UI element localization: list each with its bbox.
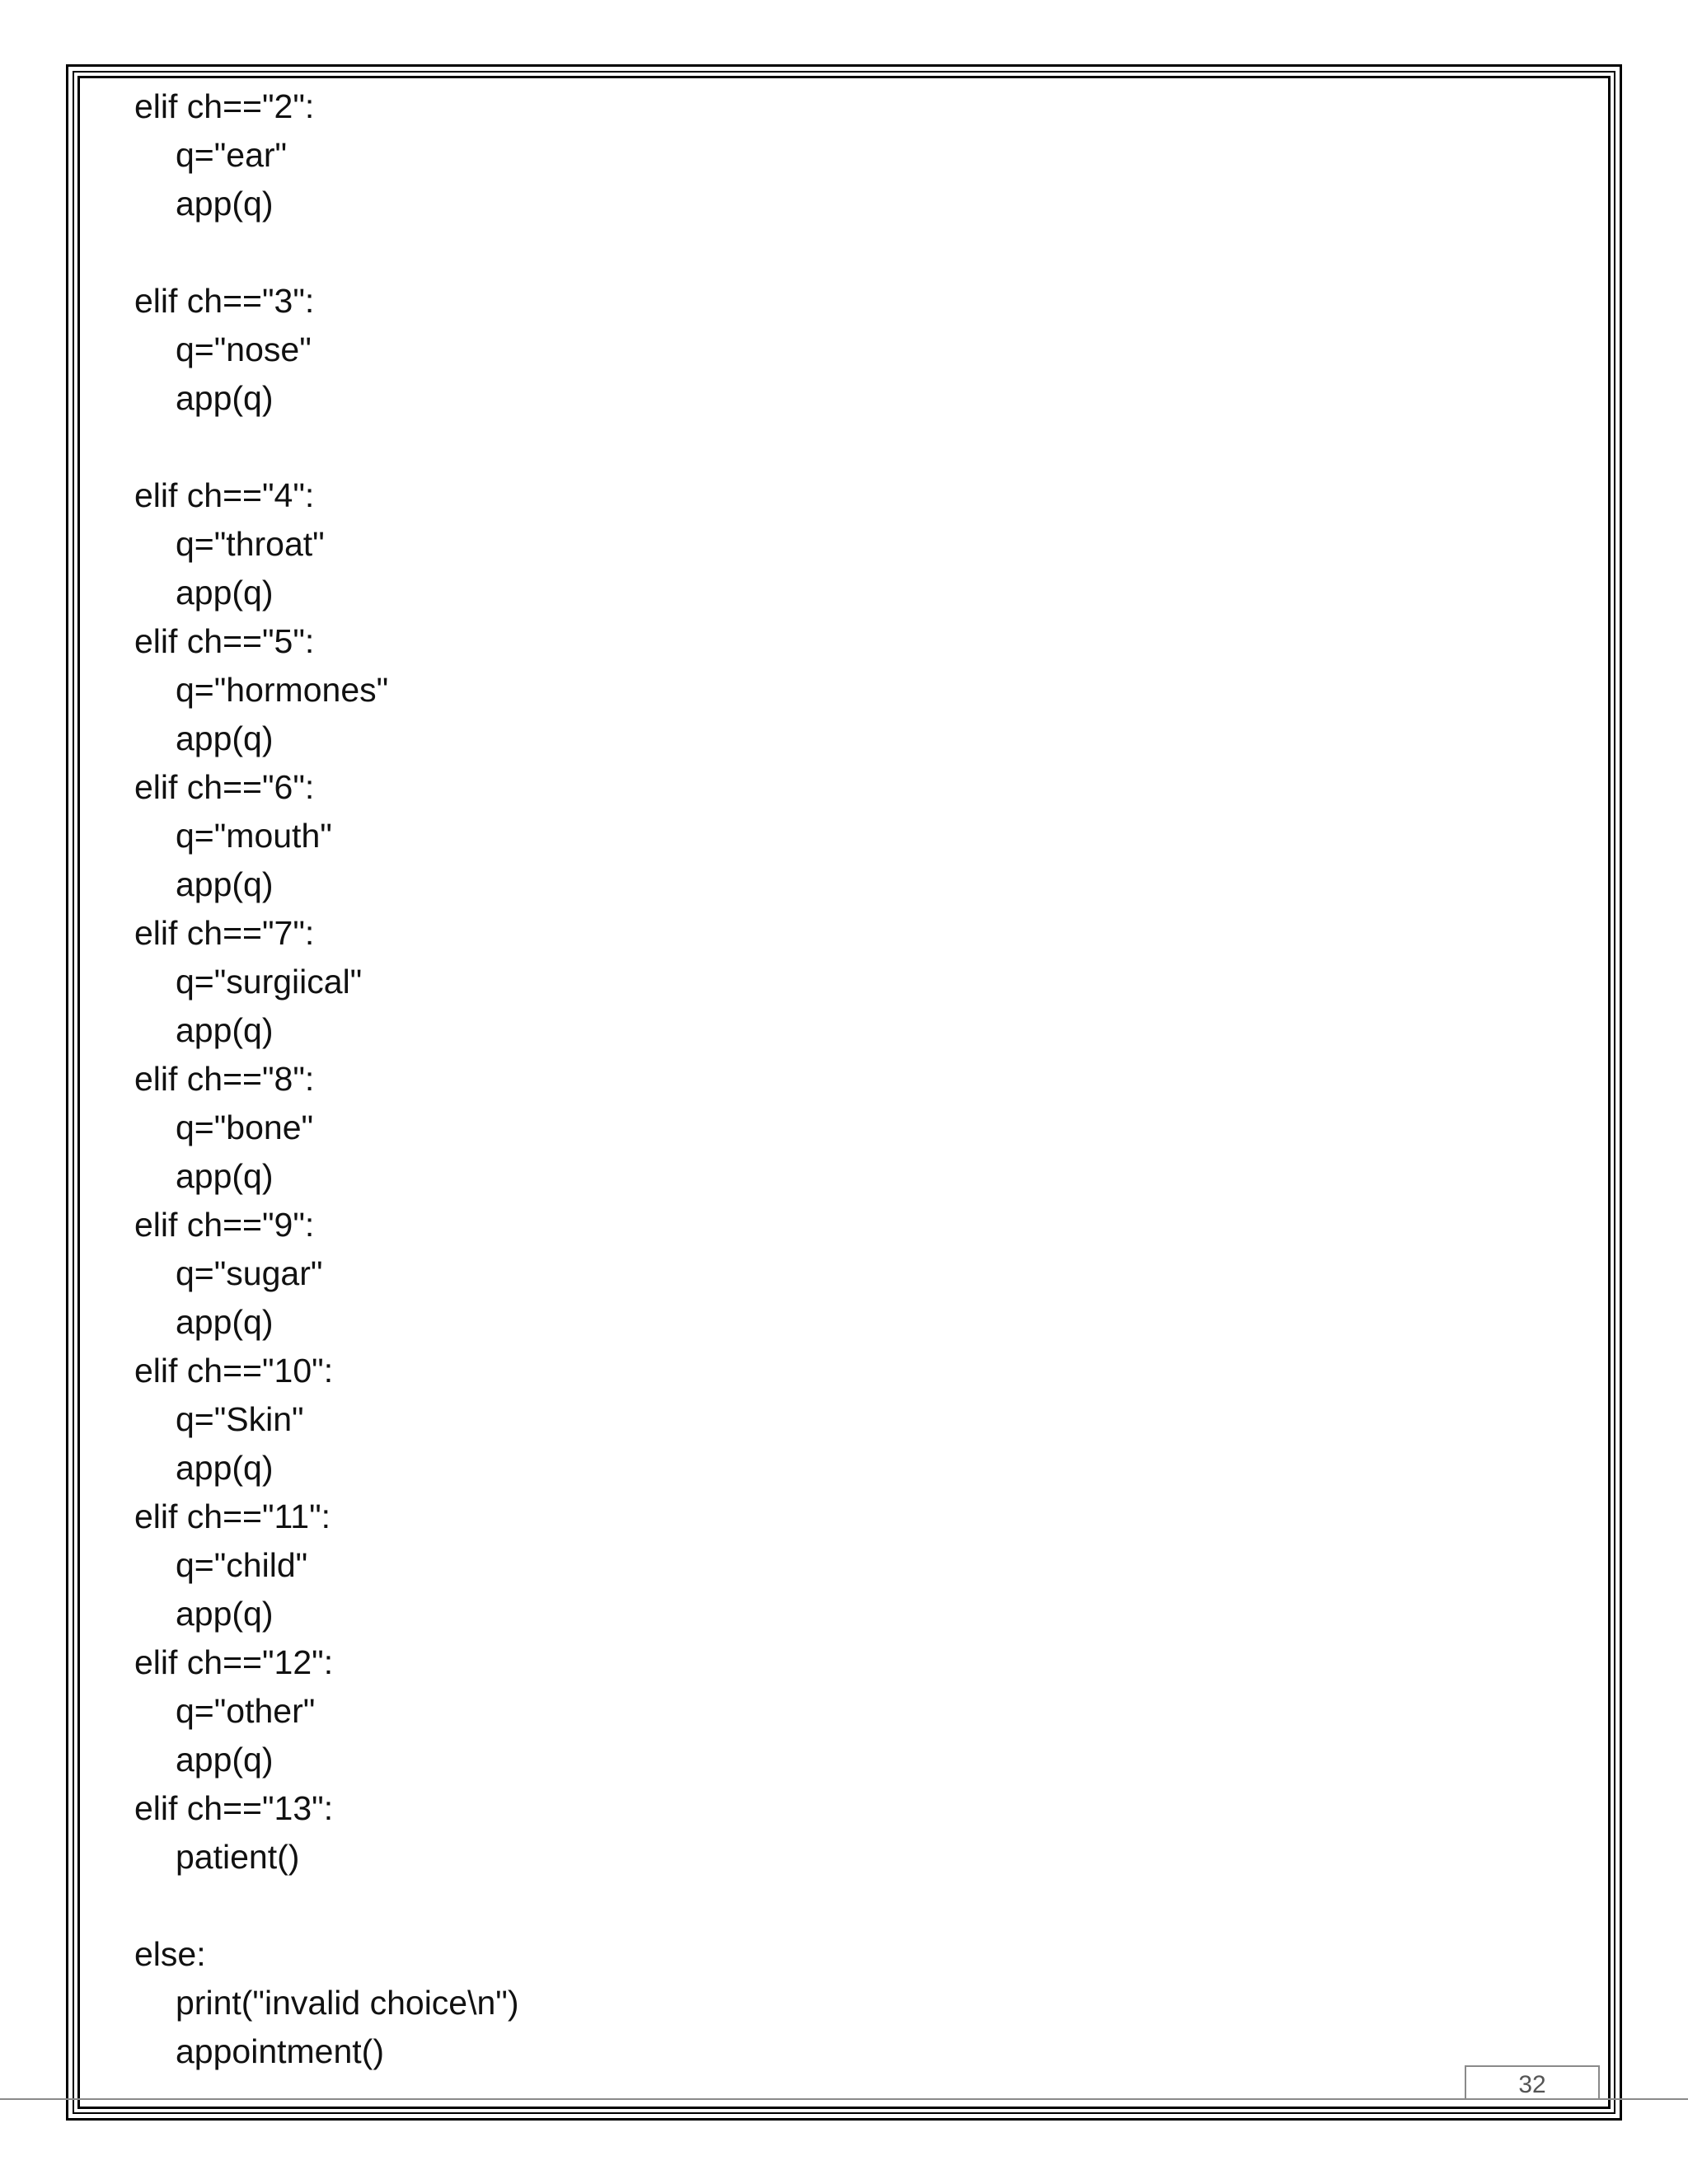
code-line: elif ch=="3": [134,282,315,320]
code-line: app(q) [176,1303,274,1341]
code-line: app(q) [176,719,274,757]
code-line: elif ch=="7": [134,914,315,952]
code-line: print("invalid choice\n") [176,1984,519,2022]
code-blank-line [134,423,519,471]
code-line: app(q) [176,185,274,223]
code-line: q="nose" [176,330,312,368]
code-line: q="child" [176,1546,308,1584]
code-line: q="ear" [176,136,288,174]
code-line: q="bone" [176,1108,314,1146]
code-line: else: [134,1935,206,1973]
code-line: q="hormones" [176,671,389,709]
code-line: app(q) [176,574,274,612]
code-blank-line [134,1882,519,1930]
code-line: app(q) [176,1741,274,1779]
code-line: elif ch=="12": [134,1643,334,1681]
code-line: elif ch=="5": [134,622,315,660]
code-blank-line [134,228,519,277]
code-line: patient() [176,1838,300,1876]
code-line: elif ch=="4": [134,476,315,514]
code-line: app(q) [176,379,274,417]
code-line: q="mouth" [176,817,332,855]
code-line: app(q) [176,1011,274,1049]
code-line: app(q) [176,1449,274,1487]
code-line: elif ch=="2": [134,87,315,125]
code-line: q="other" [176,1692,316,1730]
page-number: 32 [1465,2065,1600,2098]
footer-rule [0,2098,1688,2100]
code-line: elif ch=="13": [134,1789,334,1827]
code-line: app(q) [176,1595,274,1633]
code-line: appointment() [176,2032,384,2070]
code-line: q="throat" [176,525,325,563]
code-line: q="Skin" [176,1400,304,1438]
code-line: app(q) [176,865,274,903]
code-line: elif ch=="11": [134,1497,331,1535]
code-line: elif ch=="9": [134,1206,315,1244]
code-line: elif ch=="8": [134,1060,315,1098]
code-line: elif ch=="10": [134,1352,334,1390]
code-line: q="sugar" [176,1254,323,1292]
code-line: app(q) [176,1157,274,1195]
code-block [134,82,519,2076]
code-line: elif ch=="6": [134,768,315,806]
code-line: q="surgiical" [176,963,363,1001]
